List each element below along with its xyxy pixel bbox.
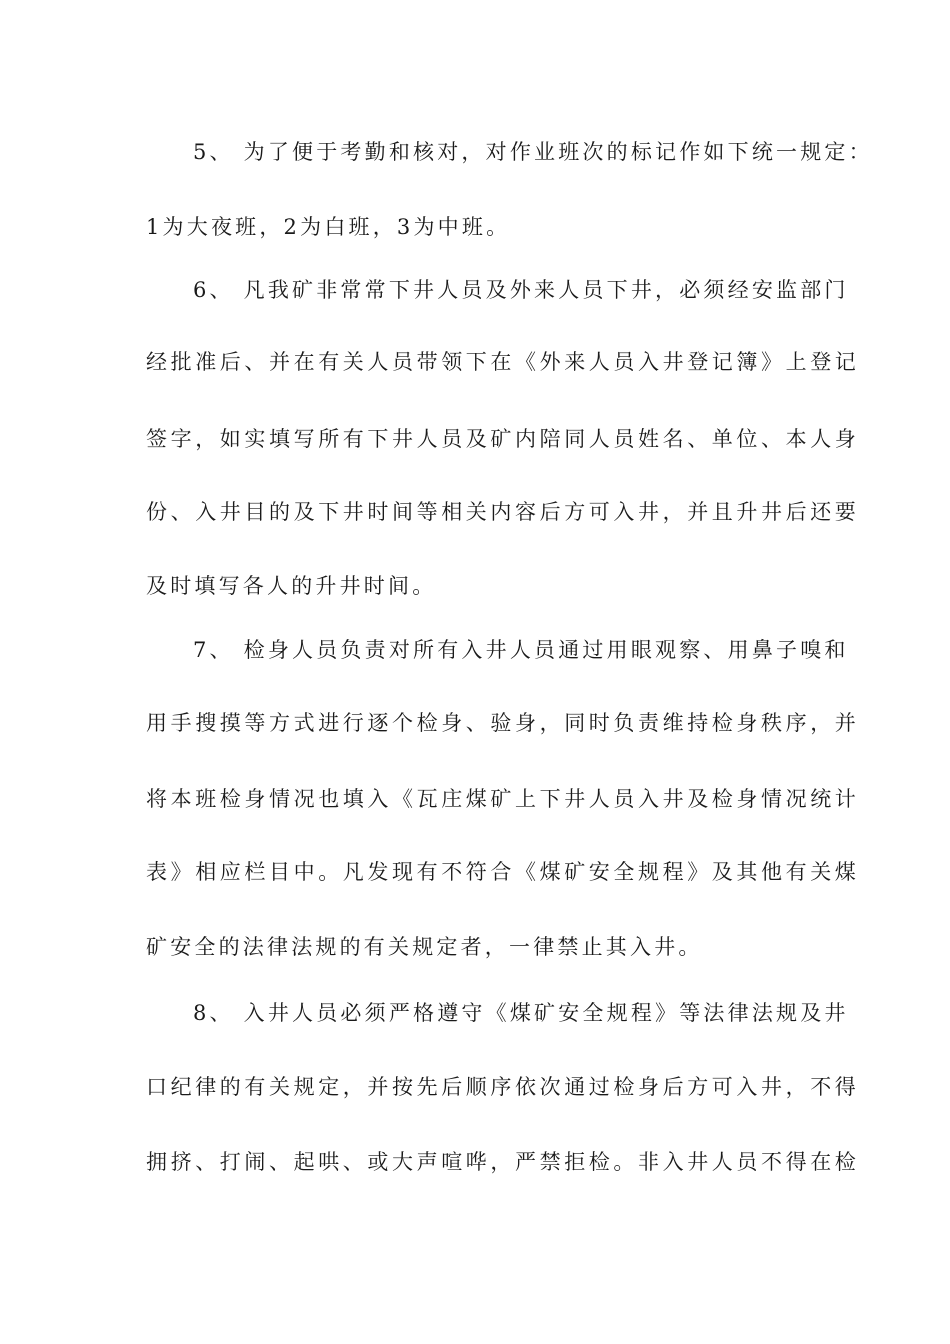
text-line: 拥挤、打闹、起哄、或大声喧哗，严禁拒检。非入井人员不得在检 (146, 1150, 860, 1174)
text-line: 8、 入井人员必须严格遵守《煤矿安全规程》等法律法规及井 (193, 1001, 849, 1025)
text-line: 口纪律的有关规定，并按先后顺序依次通过检身后方可入井，不得 (146, 1075, 860, 1099)
text-line: 经批准后、并在有关人员带领下在《外来人员入井登记簿》上登记 (146, 350, 860, 374)
text-line: 及时填写各人的升井时间。 (146, 574, 437, 598)
text-line: 6、 凡我矿非常常下井人员及外来人员下井，必须经安监部门 (193, 278, 849, 302)
text-line: 5、 为了便于考勤和核对，对作业班次的标记作如下统一规定： (193, 140, 873, 164)
text-line: 1为大夜班，2为白班，3为中班。 (146, 215, 511, 239)
text-line: 用手搜摸等方式进行逐个检身、验身，同时负责维持检身秩序，并 (146, 711, 860, 735)
text-line: 将本班检身情况也填入《瓦庄煤矿上下井人员入井及检身情况统计 (146, 787, 860, 811)
text-line: 份、入井目的及下井时间等相关内容后方可入井，并且升井后还要 (146, 500, 860, 524)
text-line: 矿安全的法律法规的有关规定者，一律禁止其入井。 (146, 935, 703, 959)
text-line: 表》相应栏目中。凡发现有不符合《煤矿安全规程》及其他有关煤 (146, 860, 860, 884)
text-line: 7、 检身人员负责对所有入井人员通过用眼观察、用鼻子嗅和 (193, 638, 849, 662)
text-line: 签字，如实填写所有下井人员及矿内陪同人员姓名、单位、本人身 (146, 427, 860, 451)
